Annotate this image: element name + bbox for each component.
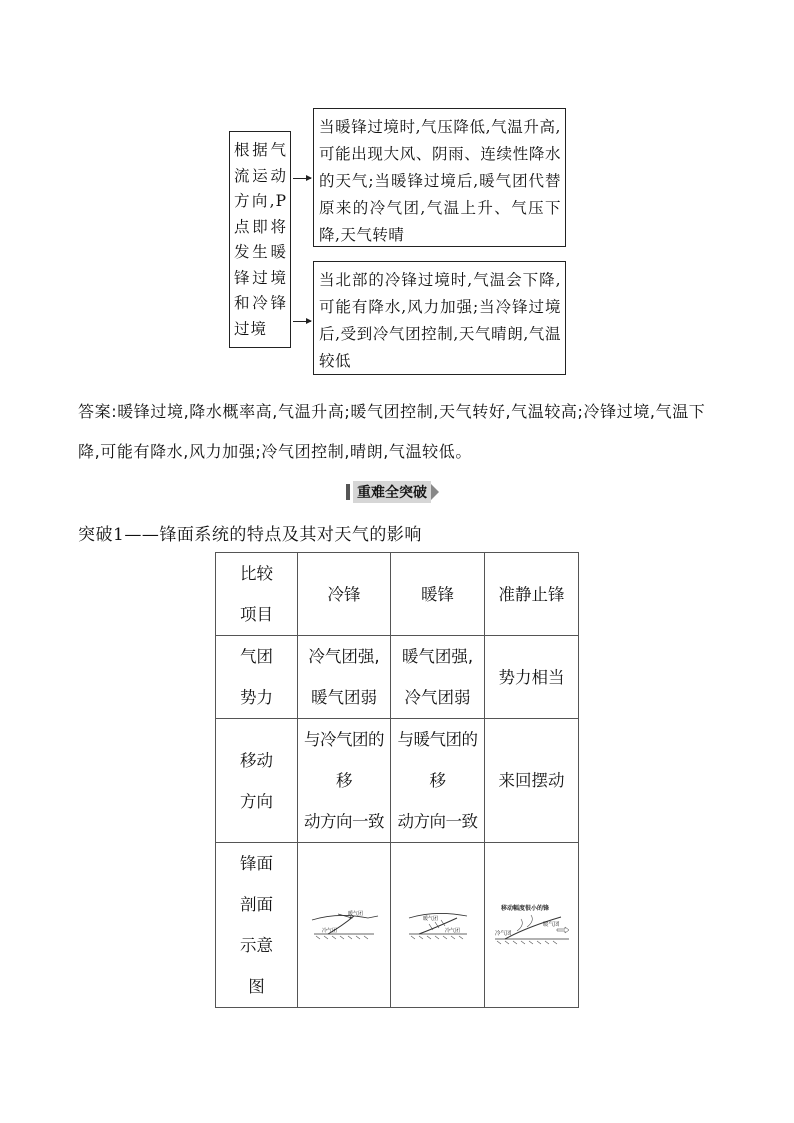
table-cell: 锋面 剖面 示意 图 (216, 843, 298, 1008)
table-cell: 气团 势力 (216, 636, 298, 719)
section-banner (346, 481, 439, 503)
warm-front-box: 当暖锋过境时,气压降低,气温升高,可能出现大风、阴雨、连续性降水的天气;当暖锋过境后,暖气团代替原来的冷气团,气温上升、气压下降,天气转晴 (313, 108, 566, 247)
fig-label: 冷气团 (494, 931, 512, 937)
cold-front-diagram (308, 906, 380, 946)
section-subtitle: 突破1——锋面系统的特点及其对天气的影响 (78, 525, 422, 545)
table-cell: 暖锋 (391, 553, 485, 636)
banner-arrow-icon (431, 484, 439, 500)
reason-line: 发生暖 (234, 243, 287, 261)
reason-line: 方向,P (234, 192, 287, 210)
fig-label: 冷气团 (444, 927, 460, 934)
table-cell: 冷锋 (298, 553, 391, 636)
banner-title: 重难全突破 (353, 481, 431, 503)
reason-box (229, 131, 291, 348)
fig-label: 暖气团 (348, 910, 364, 917)
warm-front-diagram (405, 906, 471, 946)
reason-line: 锋过境 (234, 268, 287, 287)
table-cell (298, 843, 391, 1008)
reason-line: 流运动 (234, 166, 287, 185)
arrow-right-icon (293, 321, 311, 322)
fig-label: 暖气团 (542, 922, 560, 928)
table-cell: 势力相当 (485, 636, 579, 719)
front-comparison-table (215, 552, 579, 1008)
fig-title: 移动幅度很小的锋 (500, 905, 549, 912)
answer-text: 答案:暖锋过境,降水概率高,气温升高;暖气团控制,天气转好,气温较高;冷锋过境,气温下降,可能有降水,风力加强;冷气团控制,晴朗,气温较低。 (78, 402, 706, 461)
table-cell: 冷气团强, 暖气团弱 (298, 636, 391, 719)
table-cell: 与冷气团的移 动方向一致 (298, 719, 391, 843)
reason-line: 过境 (234, 319, 268, 338)
cold-front-box: 当北部的冷锋过境时,气温会下降,可能有降水,风力加强;当冷锋过境后,受到冷气团控制,天气晴朗,气温较低 (313, 261, 566, 375)
table-row (216, 636, 579, 719)
reason-line: 和冷锋 (234, 294, 287, 312)
table-cell: 比较 项目 (216, 553, 298, 636)
banner-bar-icon (346, 484, 350, 500)
stationary-front-diagram (491, 903, 573, 947)
table-cell: 移动 方向 (216, 719, 298, 843)
fig-label: 暖气团 (422, 915, 438, 922)
table-row (216, 553, 579, 636)
table-cell: 来回摆动 (485, 719, 579, 843)
table-cell (391, 843, 485, 1008)
table-cell: 与暖气团的移 动方向一致 (391, 719, 485, 843)
arrow-right-icon (293, 178, 311, 179)
table-cell: 暖气团强, 冷气团弱 (391, 636, 485, 719)
table-row (216, 843, 579, 1008)
table-cell (485, 843, 579, 1008)
fig-label: 冷气团 (322, 927, 338, 934)
table-row (216, 719, 579, 843)
table-cell: 准静止锋 (485, 553, 579, 636)
reason-line: 根据气 (234, 141, 287, 159)
reason-line: 点即将 (234, 217, 287, 236)
